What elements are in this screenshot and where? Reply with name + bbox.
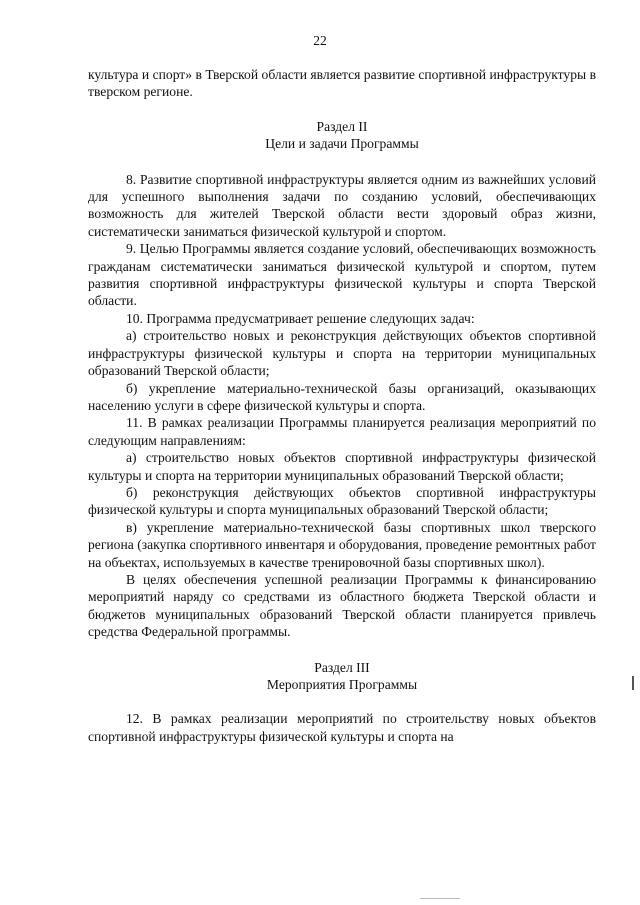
paragraph-10: 10. Программа предусматривает решение следующих задач: <box>126 310 475 326</box>
paragraph-11c: в) укрепление материально-технической базы спортивных школ тверского региона (закупка спортивного инвентаря и оборудования, проведение ремонтных работ на объектах, используемых в качестве тренировочной базы спортивных школ). <box>88 519 596 570</box>
paragraph-10a: а) строительство новых и реконструкция действующих объектов спортивной инфраструктуры физической культуры и спорта на территории муниципальных образований Тверской области; <box>88 328 596 379</box>
scan-bottom-artifact <box>420 898 460 899</box>
scan-margin-mark <box>632 676 634 690</box>
paragraph-8: 8. Развитие спортивной инфраструктуры является одним из важнейших условий для успешного выполнения задачи по созданию условий, обеспечивающих возможность для жителей Тверской области вести здоровый образ жизни, систематически заниматься физической культурой и спортом. <box>88 171 596 239</box>
paragraph-11a: а) строительство новых объектов спортивной инфраструктуры физической культуры и спорта на территории муниципальных образований Тверской области; <box>88 450 596 483</box>
paragraph-financing: В целях обеспечения успешной реализации Программы к финансированию мероприятий наряду со средствами из областного бюджета Тверской области и бюджетов муниципальных образований Тверской области планируется привлечь средства Федеральной программы. <box>88 571 596 640</box>
section-heading-3 <box>88 659 596 694</box>
section-heading-2 <box>88 118 596 153</box>
paragraph-11b: б) реконструкция действующих объектов спортивной инфраструктуры физической культуры и спорта муниципальных образований Тверской области; <box>88 484 596 518</box>
page-number: 22 <box>313 33 327 48</box>
document-body <box>88 66 596 745</box>
paragraph-continuation: культура и спорт» в Тверской области является развитие спортивной инфраструктуры в тверском регионе. <box>88 67 596 100</box>
section-label: Раздел III <box>314 659 370 675</box>
paragraph-11: 11. В рамках реализации Программы планируется реализация мероприятий по следующим направлениям: <box>88 415 596 448</box>
paragraph-12: 12. В рамках реализации мероприятий по строительству новых объектов спортивной инфраструктуры физической культуры и спорта на <box>88 711 596 744</box>
section-title: Мероприятия Программы <box>266 677 418 692</box>
paragraph-9: 9. Целью Программы является создание условий, обеспечивающих возможность гражданам систематически заниматься физической культурой и спортом, путем развития спортивной инфраструктуры физической культуры и спорта Тверской области. <box>88 241 596 309</box>
section-label: Раздел II <box>316 118 368 134</box>
section-title: Цели и задачи Программы <box>265 136 419 152</box>
paragraph-10b: б) укрепление материально-технической базы организаций, оказывающих населению услуги в сфере физической культуры и спорта. <box>88 380 596 413</box>
